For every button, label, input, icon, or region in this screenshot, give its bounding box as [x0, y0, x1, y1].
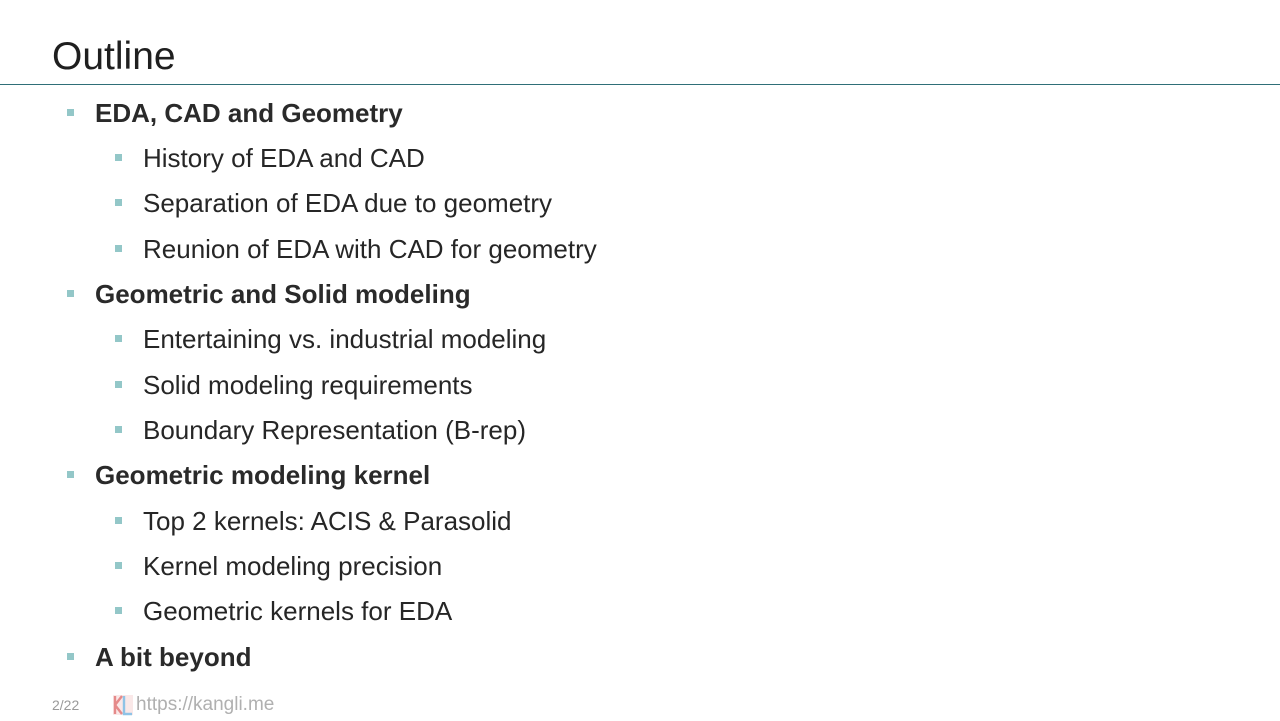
outline-subitem-label: Geometric kernels for EDA — [143, 595, 453, 626]
outline-item — [67, 90, 403, 135]
outline-subitem-label: Kernel modeling precision — [143, 550, 443, 581]
slide-footer — [52, 693, 274, 717]
outline-item-label: Geometric and Solid modeling — [95, 278, 471, 309]
outline-subitem — [115, 588, 452, 633]
outline-subitem-label: Separation of EDA due to geometry — [143, 187, 553, 218]
outline-item — [67, 271, 471, 316]
title-divider — [0, 84, 1280, 85]
square-bullet-icon — [115, 335, 122, 342]
outline-subitem-label: Entertaining vs. industrial modeling — [143, 323, 547, 354]
square-bullet-icon — [115, 607, 122, 614]
square-bullet-icon — [67, 109, 74, 116]
outline-item-label: EDA, CAD and Geometry — [95, 97, 403, 128]
outline-subitem — [115, 135, 425, 180]
outline-item-label: Geometric modeling kernel — [95, 459, 431, 490]
outline-item — [67, 452, 430, 497]
outline-subitem — [115, 543, 442, 588]
outline-item — [67, 634, 251, 679]
square-bullet-icon — [115, 381, 122, 388]
square-bullet-icon — [115, 517, 122, 524]
outline-subitem — [115, 362, 473, 407]
outline-subitem-label: Boundary Representation (B-rep) — [143, 414, 526, 445]
page-number: 2/22 — [52, 697, 80, 713]
square-bullet-icon — [115, 154, 122, 161]
outline-subitem-label: Top 2 kernels: ACIS & Parasolid — [143, 505, 512, 536]
outline-subitem — [115, 226, 597, 271]
outline-subitem-label: History of EDA and CAD — [143, 142, 425, 173]
square-bullet-icon — [67, 471, 74, 478]
outline-item-label: A bit beyond — [95, 641, 252, 672]
outline-subitem — [115, 407, 526, 452]
square-bullet-icon — [67, 290, 74, 297]
square-bullet-icon — [115, 562, 122, 569]
outline-subitem-label: Solid modeling requirements — [143, 369, 473, 400]
outline-subitem — [115, 498, 512, 543]
slide-title: Outline — [52, 35, 176, 78]
square-bullet-icon — [115, 245, 122, 252]
website-link[interactable]: https://kangli.me — [136, 694, 275, 715]
square-bullet-icon — [67, 653, 74, 660]
square-bullet-icon — [115, 426, 122, 433]
kl-logo-icon — [112, 694, 134, 716]
outline-subitem — [115, 316, 546, 361]
outline-subitem-label: Reunion of EDA with CAD for geometry — [143, 233, 597, 264]
outline-subitem — [115, 180, 552, 225]
square-bullet-icon — [115, 199, 122, 206]
